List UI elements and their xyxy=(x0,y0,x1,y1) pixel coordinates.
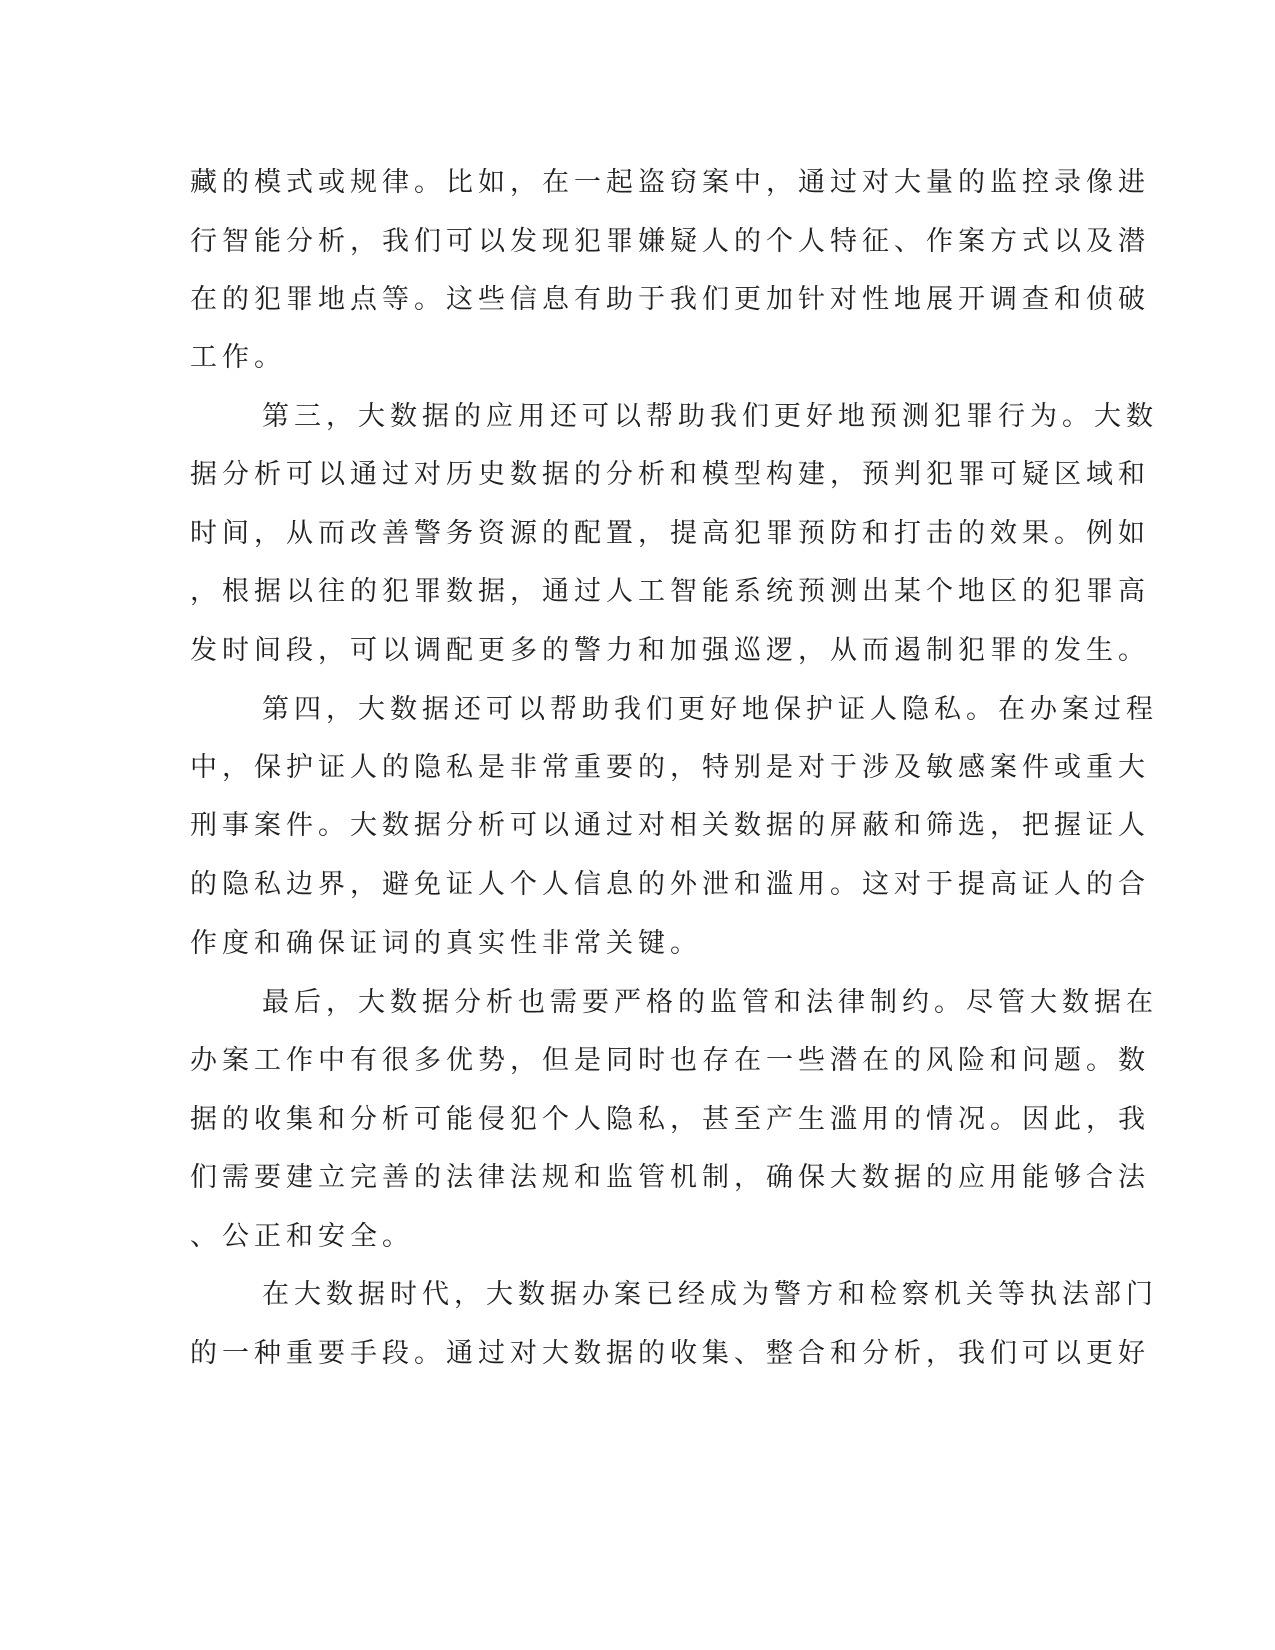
text-line: 刑事案件。大数据分析可以通过对相关数据的屏蔽和筛选，把握证人 xyxy=(190,810,1150,841)
text-line: 发时间段，可以调配更多的警力和加强巡逻，从而遏制犯罪的发生。 xyxy=(190,635,1150,666)
text-line: 的一种重要手段。通过对大数据的收集、整合和分析，我们可以更好 xyxy=(190,1338,1150,1369)
text-line: 办案工作中有很多优势，但是同时也存在一些潜在的风险和问题。数 xyxy=(190,1045,1150,1076)
text-line: 在的犯罪地点等。这些信息有助于我们更加针对性地展开调查和侦破 xyxy=(190,284,1150,315)
paragraph-first-line: 第四，大数据还可以帮助我们更好地保护证人隐私。在办案过程 xyxy=(262,694,1158,725)
text-line: ，根据以往的犯罪数据，通过人工智能系统预测出某个地区的犯罪高 xyxy=(190,576,1150,607)
paragraph-first-line: 最后，大数据分析也需要严格的监管和法律制约。尽管大数据在 xyxy=(262,987,1158,1018)
text-line: 作度和确保证词的真实性非常关键。 xyxy=(190,928,702,959)
text-line: 工作。 xyxy=(190,342,286,373)
paragraph-first-line: 第三，大数据的应用还可以帮助我们更好地预测犯罪行为。大数 xyxy=(262,401,1158,432)
text-line: 时间，从而改善警务资源的配置，提高犯罪预防和打击的效果。例如 xyxy=(190,518,1150,549)
text-line: 据的收集和分析可能侵犯个人隐私，甚至产生滥用的情况。因此，我 xyxy=(190,1104,1150,1135)
text-line: 的隐私边界，避免证人个人信息的外泄和滥用。这对于提高证人的合 xyxy=(190,869,1150,900)
text-line: 行智能分析，我们可以发现犯罪嫌疑人的个人特征、作案方式以及潜 xyxy=(190,226,1150,257)
text-line: 据分析可以通过对历史数据的分析和模型构建，预判犯罪可疑区域和 xyxy=(190,459,1150,490)
text-line: 藏的模式或规律。比如，在一起盗窃案中，通过对大量的监控录像进 xyxy=(190,167,1150,198)
paragraph-first-line: 在大数据时代，大数据办案已经成为警方和检察机关等执法部门 xyxy=(262,1279,1158,1310)
text-line: 中，保护证人的隐私是非常重要的，特别是对于涉及敏感案件或重大 xyxy=(190,752,1150,783)
text-line: 们需要建立完善的法律法规和监管机制，确保大数据的应用能够合法 xyxy=(190,1162,1150,1193)
text-line: 、公正和安全。 xyxy=(190,1221,414,1252)
